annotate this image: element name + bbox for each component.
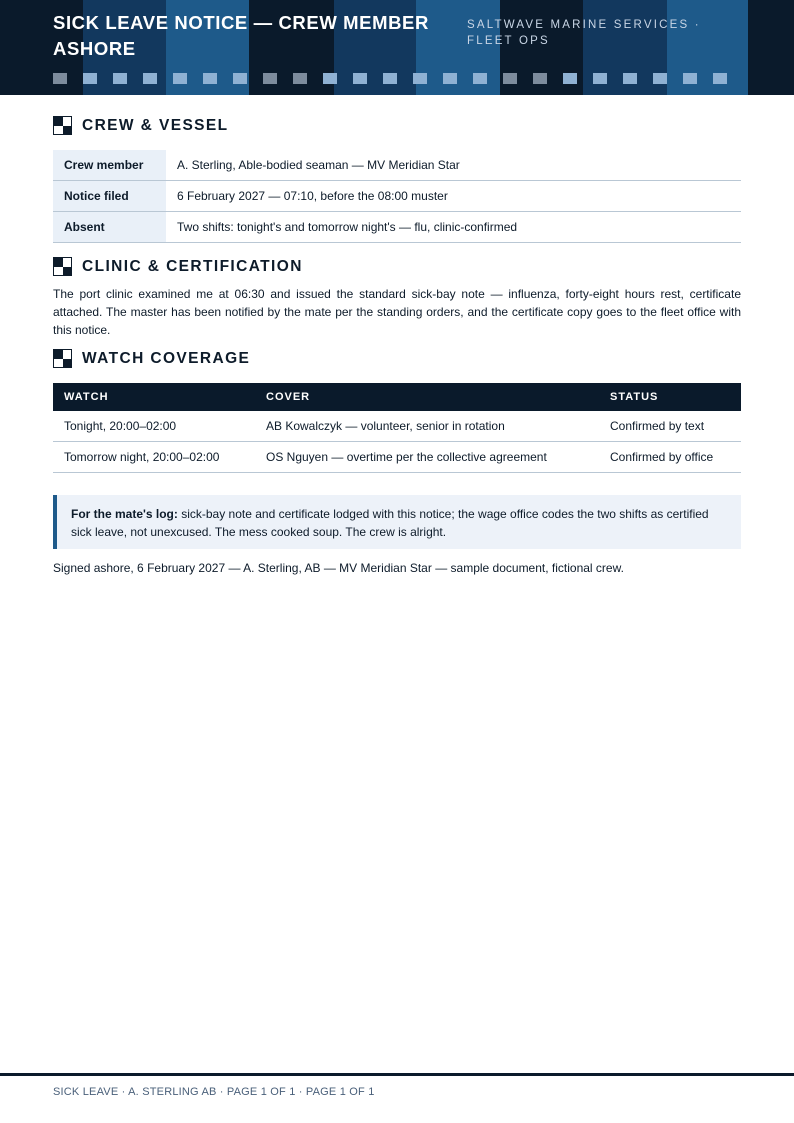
document-title: SICK LEAVE NOTICE — CREW MEMBER ASHORE: [53, 12, 429, 59]
signature-line: Signed ashore, 6 February 2027 — A. Sterling, AB — MV Meridian Star — sample document, fictional crew.: [53, 561, 624, 575]
table-header-row: [53, 383, 741, 411]
section-title: CREW & VESSEL: [82, 116, 229, 134]
column-header-status: STATUS: [599, 383, 741, 411]
cover-cell: AB Kowalczyk — volunteer, senior in rotation: [255, 411, 599, 442]
organization-name: SALTWAVE MARINE SERVICES · FLEET OPS: [467, 19, 701, 47]
row-value: A. Sterling, Able-bodied seaman — MV Meridian Star: [166, 150, 741, 181]
signal-flag-row: [53, 73, 727, 84]
section-heading-clinic: [53, 257, 303, 276]
column-header-cover: COVER: [255, 383, 599, 411]
row-label: Notice filed: [53, 181, 166, 212]
row-value: Two shifts: tonight's and tomorrow night's — flu, clinic-confirmed: [166, 212, 741, 243]
page-footer: SICK LEAVE · A. STERLING AB · PAGE 1 OF 1 · PAGE 1 OF 1: [53, 1086, 375, 1098]
status-cell: Confirmed by text: [599, 411, 741, 442]
column-header-watch: WATCH: [53, 383, 255, 411]
row-label: Crew member: [53, 150, 166, 181]
note-text: sick-bay note and certificate lodged with this notice; the wage office codes the two shifts as certified sick leave, not unexcused. The mess cooked soup. The crew is alright.: [71, 507, 709, 539]
watch-cell: Tonight, 20:00–02:00: [53, 411, 255, 442]
table-row: [53, 212, 741, 243]
table-row: [53, 442, 741, 473]
status-cell: Confirmed by office: [599, 442, 741, 473]
cover-cell: OS Nguyen — overtime per the collective agreement: [255, 442, 599, 473]
signal-flag-icon: [53, 257, 72, 276]
section-title: WATCH COVERAGE: [82, 349, 251, 367]
mates-log-note: [53, 495, 741, 549]
signal-flag-icon: [53, 116, 72, 135]
section-heading-watch: [53, 349, 250, 368]
crew-vessel-table: [53, 150, 741, 243]
table-row: [53, 181, 741, 212]
note-lead: For the mate's log:: [71, 507, 178, 521]
section-title: CLINIC & CERTIFICATION: [82, 257, 303, 275]
table-row: [53, 150, 741, 181]
table-row: [53, 411, 741, 442]
signal-flag-icon: [53, 349, 72, 368]
clinic-paragraph: The port clinic examined me at 06:30 and issued the standard sick-bay note — influenza, forty-eight hours rest, certificate attached. The master has been notified by the mate per the standing orders, and the certificate copy goes to the fleet office with this notice.: [53, 287, 741, 337]
section-heading-crew: [53, 116, 229, 135]
row-label: Absent: [53, 212, 166, 243]
row-value: 6 February 2027 — 07:10, before the 08:00 muster: [166, 181, 741, 212]
watch-cell: Tomorrow night, 20:00–02:00: [53, 442, 255, 473]
watch-coverage-table: [53, 383, 741, 473]
header-band: [0, 0, 794, 95]
footer-divider: [0, 1073, 794, 1076]
